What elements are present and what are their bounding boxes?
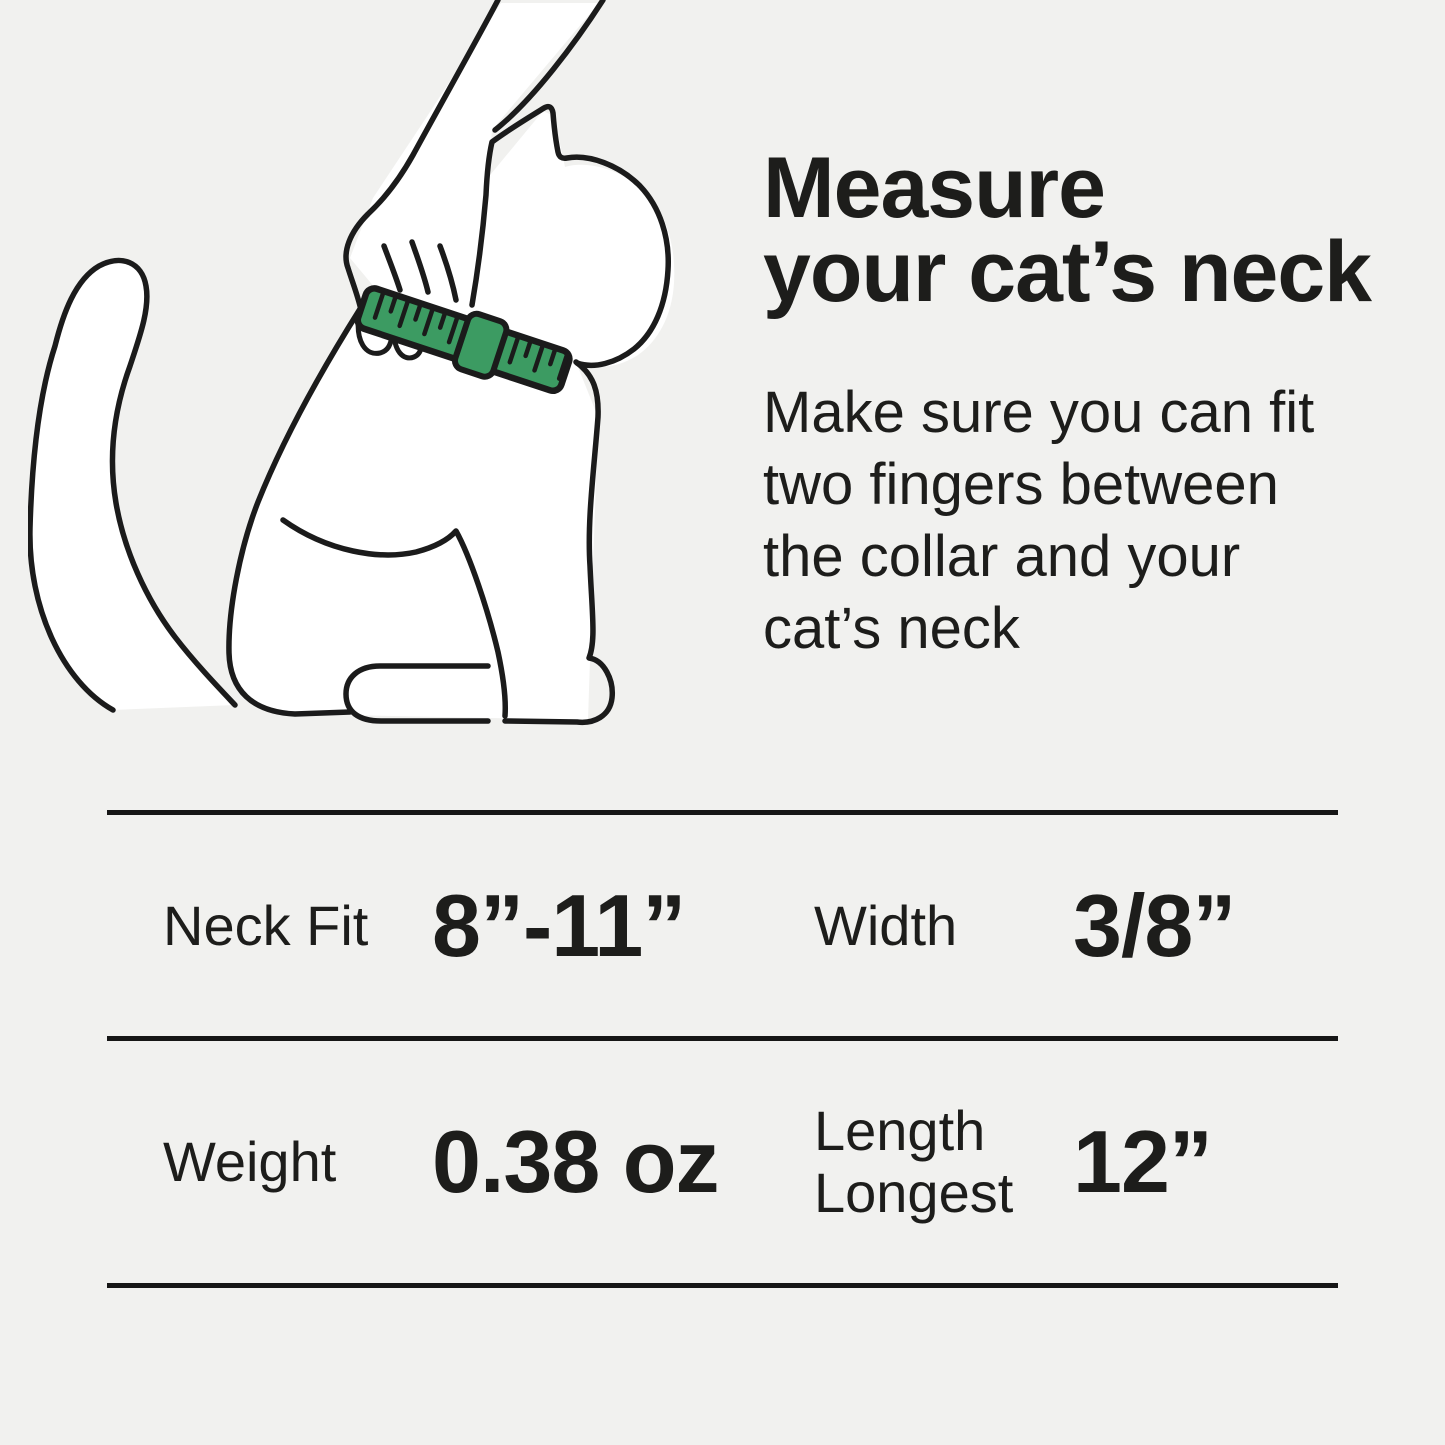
page-title-line2: your cat’s neck	[763, 224, 1371, 321]
cat-measuring-illustration	[28, 0, 748, 745]
spec-table	[107, 810, 1338, 1288]
spec-label-length-longest: Length Longest	[814, 1099, 1014, 1224]
subtitle-line: cat’s neck	[763, 595, 1020, 661]
subtitle-line: Make sure you can fit	[763, 379, 1315, 445]
spec-label-width: Width	[814, 893, 958, 957]
subtitle-line: the collar and your	[763, 523, 1241, 589]
spec-row-1	[107, 810, 1338, 1036]
spec-row-2	[107, 1036, 1338, 1283]
page-subtitle	[763, 377, 1383, 665]
subtitle-line: two fingers between	[763, 451, 1279, 517]
page-title-line1: Measure	[763, 140, 1105, 236]
spec-label-neck-fit: Neck Fit	[163, 893, 369, 957]
page-title	[763, 140, 1383, 321]
spec-value-weight: 0.38 oz	[432, 1112, 719, 1211]
spec-label-weight: Weight	[163, 1130, 337, 1194]
hero-text	[763, 140, 1383, 665]
spec-value-neck-fit: 8”-11”	[432, 875, 686, 975]
spec-value-length-longest: 12”	[1073, 1112, 1212, 1211]
spec-value-width: 3/8”	[1073, 875, 1236, 975]
